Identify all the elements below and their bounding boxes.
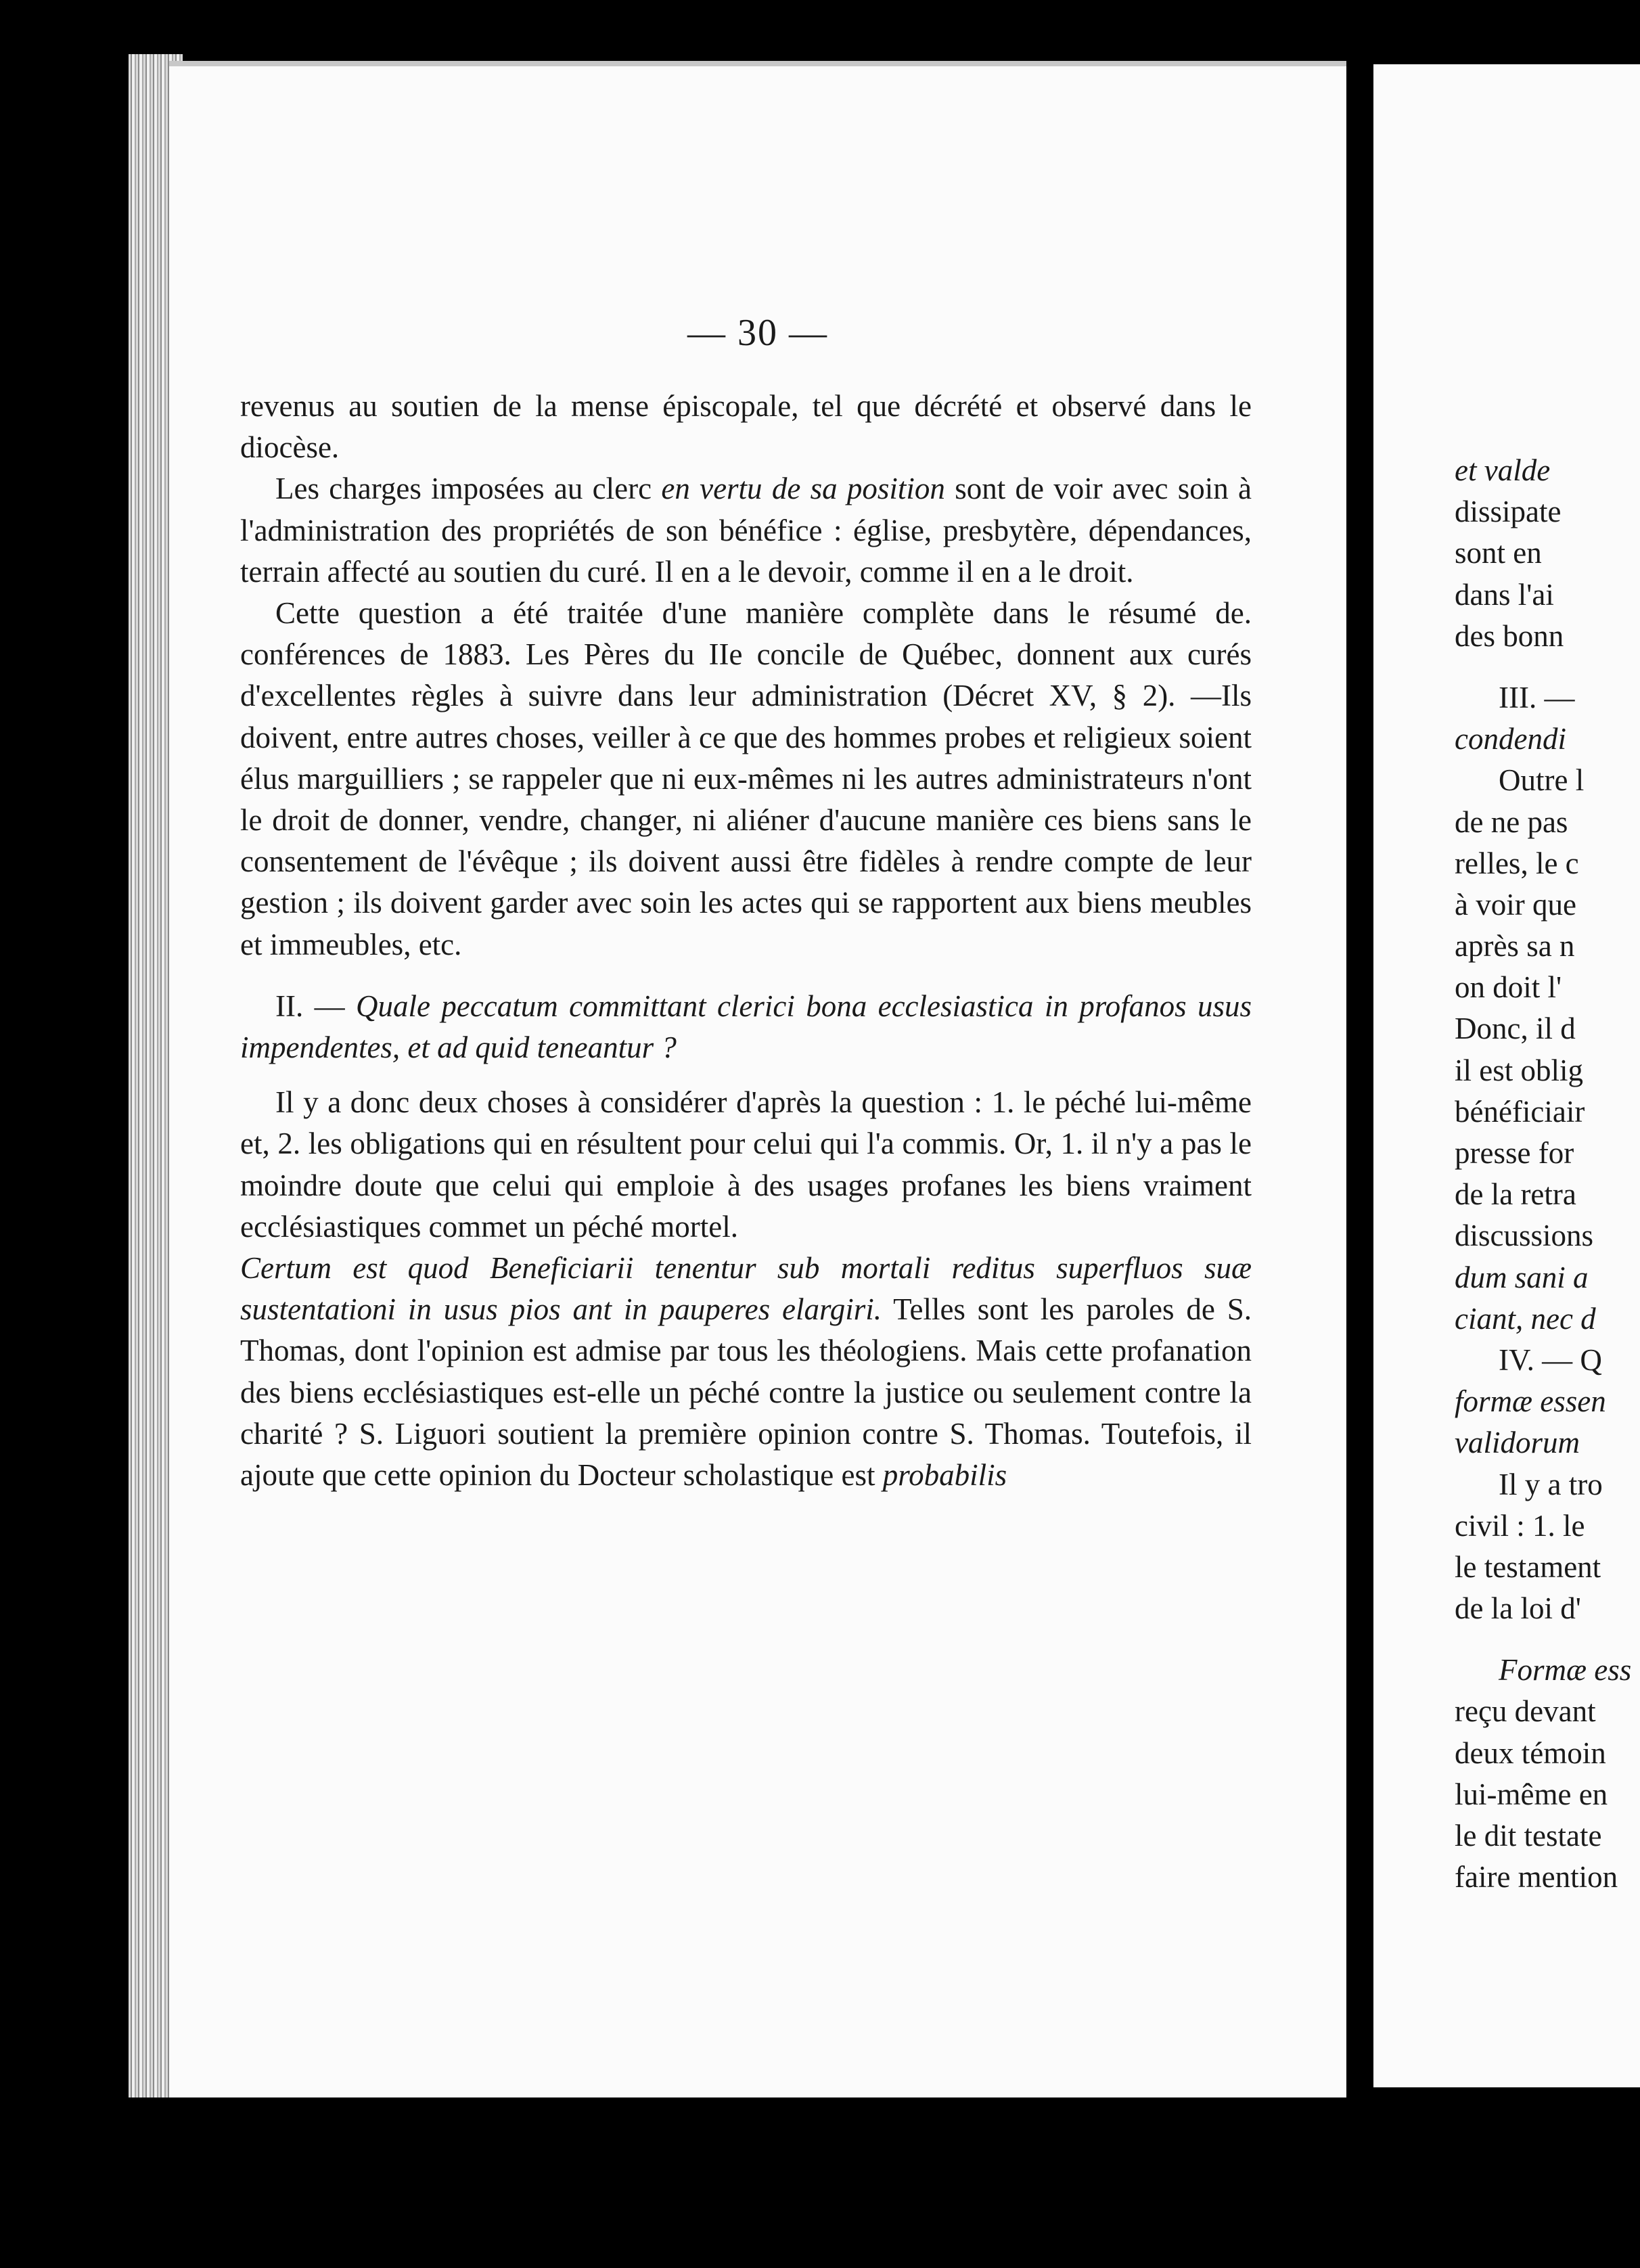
right-line — [1455, 1629, 1640, 1650]
right-line: condendi — [1455, 722, 1566, 756]
right-line: relles, le c — [1455, 846, 1579, 880]
right-line: bénéficiair — [1455, 1094, 1585, 1129]
right-line — [1455, 657, 1640, 677]
right-line: de ne pas — [1455, 804, 1568, 839]
right-line: IV. — Q — [1499, 1342, 1602, 1377]
right-line: III. — — [1499, 680, 1575, 715]
paragraph-3: Cette question a été traitée d'une manière complète dans le résumé de. conférences de 1883. Les Pères du IIe concile de Québec, donnent aux curés d'excellentes règles à suivre dans leur administration (Décret XV, § 2). —Ils doivent, entre autres choses, veiller à ce que des hommes probes et religieux soient élus marguilliers ; se rappeler que ni eux-mêmes ni les autres administrateurs n'ont le droit de donner, vendre, changer, ni aliéner d'aucune manière ces biens sans le consentement de l'évêque ; ils doivent aussi être fidèles à rendre compte de leur gestion ; ils doivent garder avec soin les actes qui se rapportent aux biens meubles et immeubles, etc. — [240, 596, 1252, 961]
right-line: après sa n — [1455, 929, 1575, 963]
right-line: il est oblig — [1455, 1053, 1583, 1087]
paragraph-5: Certum est quod Beneficiarii tenentur sub mortali reditus superfluos suæ sustentationi in usus pios ant in pauperes elargiri. Telles sont les paroles de S. Thomas, dont l'opinion est admise par tous les théologiens. Mais cette profanation des biens ecclésiastiques est-elle un péché contre la justice ou seulement contre la charité ? S. Liguori soutient la première opinion contre S. Thomas. Toutefois, il ajoute que cette opinion du Docteur scholastique est probabilis — [240, 1251, 1252, 1493]
right-line: on doit l' — [1455, 970, 1562, 1005]
paragraph-1: revenus au soutien de la mense épiscopale, tel que décrété et observé dans le diocèse. — [240, 389, 1252, 465]
right-line: faire mention — [1455, 1860, 1618, 1895]
right-line: le testament — [1455, 1549, 1601, 1584]
right-line: dans l'ai — [1455, 577, 1554, 612]
page-number: — 30 — — [687, 312, 828, 354]
right-line: de la loi d' — [1455, 1591, 1581, 1626]
right-line: validorum — [1455, 1426, 1580, 1460]
right-line: discussions — [1455, 1219, 1594, 1253]
right-line: formæ essen — [1455, 1384, 1606, 1419]
right-line: le dit testate — [1455, 1819, 1602, 1853]
right-line: lui-même en — [1455, 1777, 1608, 1811]
right-line: des bonn — [1455, 618, 1564, 653]
right-line: dum sani a — [1455, 1260, 1589, 1294]
right-line: Outre l — [1499, 763, 1585, 798]
right-line: dissipate — [1455, 495, 1562, 529]
paragraph-2: Les charges imposées au clerc en vertu de sa position sont de voir avec soin à l'administration des propriétés de son bénéfice : église, presbytère, dépendances, terrain affecté au soutien du curé. Il en a le devoir, comme il en a le droit. — [240, 472, 1252, 589]
main-text-block — [240, 386, 1252, 1496]
right-line: à voir que — [1455, 887, 1576, 922]
right-page-text — [1455, 450, 1640, 1898]
right-line: Il y a tro — [1499, 1467, 1603, 1501]
book-gutter — [1346, 54, 1373, 2097]
paragraph-4: Il y a donc deux choses à considérer d'après la question : 1. le péché lui-même et, 2. les obligations qui en résultent pour celui qui l'a commis. Or, 1. il n'y a pas le moindre doute que celui qui emploie à des usages profanes les biens vraiment ecclésiastiques commet un péché mortel. — [240, 1085, 1252, 1244]
right-line: civil : 1. le — [1455, 1508, 1585, 1543]
right-line: Formæ ess — [1499, 1653, 1632, 1687]
right-line: ciant, nec d — [1455, 1301, 1596, 1336]
right-page — [1373, 64, 1640, 2087]
question-ii: II. — Quale peccatum committant clerici bona ecclesiastica in profanos usus impendentes, et ad quid teneantur ? — [240, 989, 1252, 1065]
right-line: Donc, il d — [1455, 1012, 1576, 1046]
right-line: de la retra — [1455, 1177, 1576, 1212]
right-line: presse for — [1455, 1136, 1574, 1170]
right-line: reçu devant — [1455, 1694, 1596, 1729]
right-line: deux témoin — [1455, 1736, 1606, 1770]
right-line: sont en — [1455, 536, 1542, 570]
right-line: et valde — [1455, 453, 1551, 487]
